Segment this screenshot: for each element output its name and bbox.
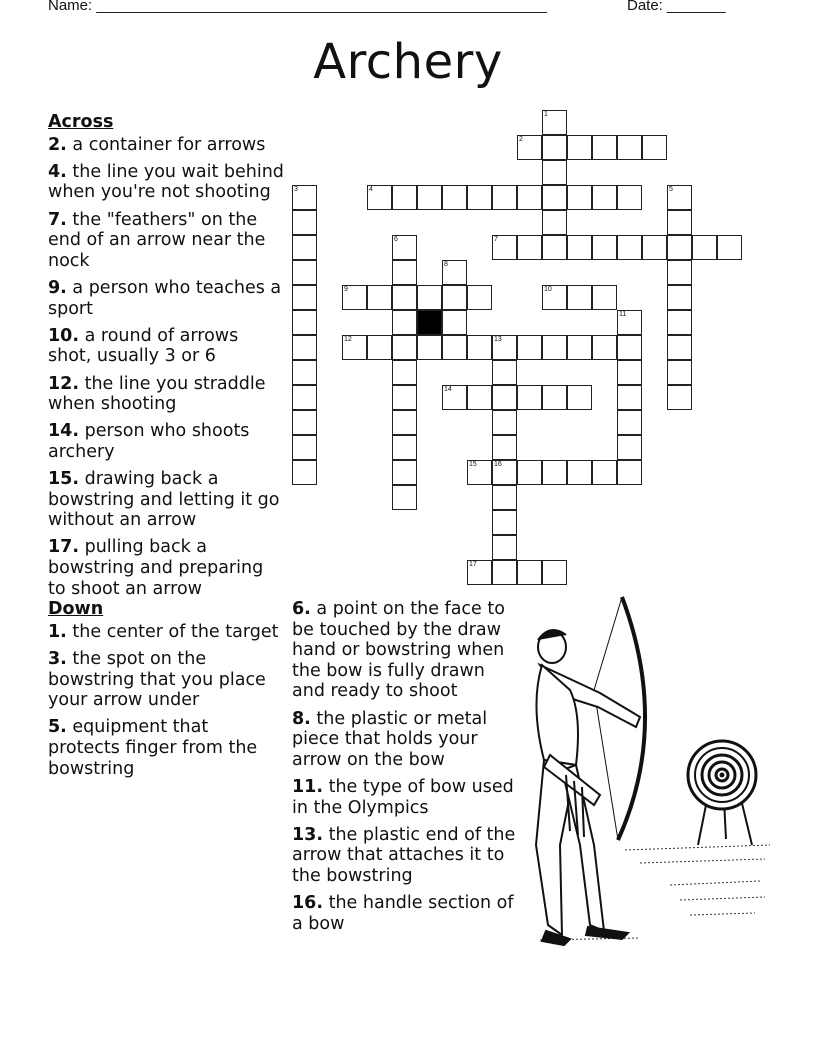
grid-cell[interactable] [717, 235, 742, 260]
cell-number: 4 [369, 186, 373, 193]
clue-across-17 [48, 537, 284, 599]
cell-number: 6 [394, 236, 398, 243]
grid-cell[interactable] [367, 335, 392, 360]
grid-cell[interactable] [292, 310, 317, 335]
grid-cell[interactable] [642, 235, 667, 260]
grid-cell[interactable] [617, 235, 642, 260]
grid-cell[interactable] [492, 460, 517, 485]
grid-cell[interactable] [417, 285, 442, 310]
clue-down-6 [292, 599, 520, 702]
cell-number: 16 [494, 461, 502, 468]
grid-cell[interactable] [492, 235, 517, 260]
grid-cell[interactable] [542, 385, 567, 410]
grid-cell[interactable] [667, 310, 692, 335]
clue-text: the spot on the bowstring that you place your arrow under [48, 649, 266, 711]
grid-cell[interactable] [692, 235, 717, 260]
grid-cell[interactable] [492, 385, 517, 410]
grid-cell[interactable] [467, 185, 492, 210]
grid-cell[interactable] [542, 285, 567, 310]
clue-down-11 [292, 777, 520, 818]
clue-number: 14. [48, 421, 80, 442]
grid-cell[interactable] [617, 410, 642, 435]
grid-cell[interactable] [667, 285, 692, 310]
clue-across-15 [48, 469, 284, 531]
clue-down-5 [48, 717, 284, 779]
clue-text: equipment that protects finger from the bowstring [48, 717, 258, 779]
clue-text: the line you wait behind when you're not shooting [48, 161, 284, 203]
cell-number: 13 [494, 336, 502, 343]
grid-cell[interactable] [392, 435, 417, 460]
clue-number: 12. [48, 373, 80, 394]
grid-cell[interactable] [617, 185, 642, 210]
grid-cell[interactable] [492, 485, 517, 510]
grid-cell[interactable] [492, 560, 517, 585]
clue-number: 6. [292, 599, 311, 619]
clue-number: 4. [48, 161, 67, 182]
grid-cell[interactable] [392, 385, 417, 410]
grid-cell[interactable] [517, 135, 542, 160]
clue-number: 2. [48, 134, 67, 155]
clue-text: a point on the face to be touched by the draw hand or bowstring when the bow is fully drawn and ready to shoot [292, 599, 505, 702]
grid-cell[interactable] [342, 285, 367, 310]
grid-cell[interactable] [617, 335, 642, 360]
grid-cell[interactable] [667, 260, 692, 285]
grid-cell[interactable] [617, 435, 642, 460]
grid-cell[interactable] [292, 185, 317, 210]
grid-cell[interactable] [567, 335, 592, 360]
down-heading: Down [48, 599, 104, 620]
grid-cell[interactable] [617, 460, 642, 485]
clue-across-4 [48, 162, 284, 203]
grid-cell[interactable] [467, 285, 492, 310]
grid-cell[interactable] [617, 310, 642, 335]
grid-cell[interactable] [417, 335, 442, 360]
grid-cell[interactable] [442, 385, 467, 410]
grid-cell[interactable] [567, 385, 592, 410]
clue-across-7 [48, 210, 284, 272]
grid-cell[interactable] [592, 235, 617, 260]
cell-number: 2 [519, 136, 523, 143]
grid-cell[interactable] [492, 510, 517, 535]
grid-cell[interactable] [567, 460, 592, 485]
cell-number: 11 [619, 311, 627, 318]
grid-cell[interactable] [292, 335, 317, 360]
grid-cell[interactable] [617, 135, 642, 160]
clue-number: 16. [292, 893, 324, 914]
clue-text: the handle section of a bow [292, 893, 514, 934]
grid-cell[interactable] [442, 285, 467, 310]
grid-cell[interactable] [292, 385, 317, 410]
grid-cell[interactable] [667, 235, 692, 260]
cell-number: 9 [344, 286, 348, 293]
grid-cell[interactable] [392, 235, 417, 260]
grid-cell[interactable] [492, 335, 517, 360]
grid-cell[interactable] [517, 560, 542, 585]
grid-cell[interactable] [467, 460, 492, 485]
clue-across-10 [48, 326, 284, 367]
grid-cell[interactable] [467, 560, 492, 585]
clue-text: the line you straddle when shooting [48, 373, 266, 415]
grid-cell[interactable] [492, 185, 517, 210]
grid-block [417, 310, 442, 335]
name-line: Name: ______________________________________________________ [48, 0, 547, 14]
grid-cell[interactable] [467, 385, 492, 410]
cell-number: 5 [669, 186, 673, 193]
grid-cell[interactable] [492, 535, 517, 560]
grid-cell[interactable] [592, 185, 617, 210]
grid-cell[interactable] [542, 110, 567, 135]
clue-text: the plastic or metal piece that holds your arrow on the bow [292, 708, 488, 770]
grid-cell[interactable] [292, 285, 317, 310]
grid-cell[interactable] [667, 335, 692, 360]
grid-cell[interactable] [517, 385, 542, 410]
target-icon [688, 741, 756, 845]
clue-number: 17. [48, 537, 80, 558]
cell-number: 14 [444, 386, 452, 393]
grid-cell[interactable] [592, 335, 617, 360]
grid-cell[interactable] [592, 460, 617, 485]
grid-cell[interactable] [667, 185, 692, 210]
grid-cell[interactable] [542, 135, 567, 160]
grid-cell[interactable] [392, 285, 417, 310]
grid-cell[interactable] [542, 160, 567, 185]
grid-cell[interactable] [517, 460, 542, 485]
grid-cell[interactable] [292, 460, 317, 485]
clue-text: pulling back a bowstring and preparing to shoot an arrow [48, 537, 264, 599]
cell-number: 7 [494, 236, 498, 243]
grid-cell[interactable] [567, 235, 592, 260]
clues-right-column [292, 599, 520, 941]
clue-number: 10. [48, 325, 80, 346]
grid-cell[interactable] [417, 185, 442, 210]
grid-cell[interactable] [667, 210, 692, 235]
clue-across-2 [48, 135, 284, 156]
grid-cell[interactable] [667, 385, 692, 410]
clue-across-9 [48, 278, 284, 319]
grid-cell[interactable] [542, 460, 567, 485]
grid-cell[interactable] [442, 185, 467, 210]
grid-cell[interactable] [392, 360, 417, 385]
clue-number: 3. [48, 649, 67, 669]
grid-cell[interactable] [542, 335, 567, 360]
clue-text: the center of the target [72, 621, 279, 642]
grid-cell[interactable] [292, 235, 317, 260]
clue-number: 15. [48, 469, 80, 490]
grid-cell[interactable] [392, 335, 417, 360]
puzzle-title: Archery [313, 34, 503, 90]
clue-down-3 [48, 649, 284, 711]
grid-cell[interactable] [342, 335, 367, 360]
clue-text: the "feathers" on the end of an arrow near the nock [48, 209, 266, 271]
cell-number: 8 [444, 261, 448, 268]
grid-cell[interactable] [392, 410, 417, 435]
clue-text: the plastic end of the arrow that attaches it to the bowstring [292, 824, 516, 886]
grid-cell[interactable] [542, 185, 567, 210]
clue-text: a person who teaches a sport [48, 277, 282, 319]
grid-cell[interactable] [617, 360, 642, 385]
grid-cell[interactable] [442, 310, 467, 335]
clue-down-13 [292, 825, 520, 887]
grid-cell[interactable] [292, 410, 317, 435]
clue-number: 5. [48, 717, 67, 738]
across-heading: Across [48, 112, 114, 132]
grid-cell[interactable] [442, 260, 467, 285]
grid-cell[interactable] [392, 185, 417, 210]
clue-number: 8. [292, 708, 311, 729]
clue-down-8 [292, 709, 520, 771]
grid-cell[interactable] [367, 285, 392, 310]
clue-text: drawing back a bowstring and letting it go without an arrow [48, 469, 280, 531]
cell-number: 17 [469, 561, 477, 568]
grid-cell[interactable] [492, 410, 517, 435]
clue-number: 1. [48, 621, 67, 642]
cell-number: 1 [544, 111, 548, 118]
date-line: Date: _______ [627, 0, 726, 14]
clue-text: person who shoots archery [48, 421, 250, 462]
grid-cell[interactable] [617, 385, 642, 410]
clues-left-column [48, 112, 284, 786]
grid-cell[interactable] [292, 260, 317, 285]
grid-cell[interactable] [567, 135, 592, 160]
grid-cell[interactable] [292, 435, 317, 460]
grid-cell[interactable] [542, 560, 567, 585]
grid-cell[interactable] [392, 310, 417, 335]
clue-down-1 [48, 622, 284, 643]
grid-cell[interactable] [467, 335, 492, 360]
grid-cell[interactable] [667, 360, 692, 385]
grid-cell[interactable] [292, 210, 317, 235]
grid-cell[interactable] [642, 135, 667, 160]
cell-number: 3 [294, 186, 298, 193]
clue-down-16 [292, 893, 520, 934]
grid-cell[interactable] [517, 235, 542, 260]
grid-cell[interactable] [567, 285, 592, 310]
clue-number: 13. [292, 824, 324, 845]
clue-number: 11. [292, 776, 324, 797]
ground-marks [540, 845, 770, 940]
grid-cell[interactable] [542, 235, 567, 260]
grid-cell[interactable] [492, 435, 517, 460]
grid-cell[interactable] [392, 485, 417, 510]
grid-cell[interactable] [392, 260, 417, 285]
grid-cell[interactable] [542, 210, 567, 235]
grid-cell[interactable] [492, 360, 517, 385]
clue-across-12 [48, 374, 284, 415]
clue-number: 9. [48, 277, 67, 298]
clue-text: a round of arrows shot, usually 3 or 6 [48, 325, 239, 367]
grid-cell[interactable] [517, 335, 542, 360]
grid-cell[interactable] [442, 335, 467, 360]
clue-text: the type of bow used in the Olympics [292, 776, 514, 818]
grid-cell[interactable] [367, 185, 392, 210]
archer-illustration [530, 595, 770, 955]
grid-cell[interactable] [592, 285, 617, 310]
grid-cell[interactable] [517, 185, 542, 210]
grid-cell[interactable] [567, 185, 592, 210]
grid-cell[interactable] [292, 360, 317, 385]
cell-number: 10 [544, 286, 552, 293]
cell-number: 12 [344, 336, 352, 343]
grid-cell[interactable] [592, 135, 617, 160]
grid-cell[interactable] [392, 460, 417, 485]
clue-number: 7. [48, 209, 67, 230]
clue-text: a container for arrows [72, 134, 266, 155]
clue-across-14 [48, 421, 284, 462]
cell-number: 15 [469, 461, 477, 468]
